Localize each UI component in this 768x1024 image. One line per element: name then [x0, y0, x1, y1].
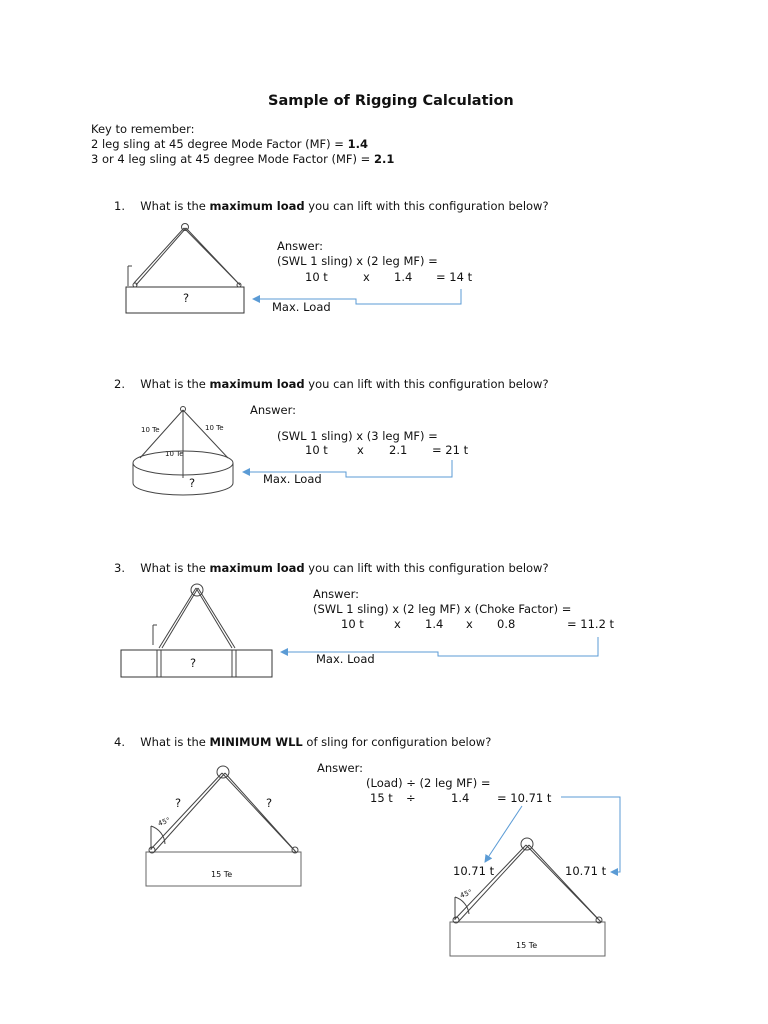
answer-1-formula: (SWL 1 sling) x (2 leg MF) =: [277, 254, 438, 268]
hook-4: [217, 766, 229, 778]
load-1-label: ?: [183, 291, 190, 305]
question-3-bold: maximum load: [209, 561, 305, 575]
sling-4-unknown-left: ?: [175, 796, 182, 810]
answer-1-result: = 14 t: [436, 270, 473, 284]
answer-3-calc-c: 0.8: [497, 617, 516, 631]
answer-4-calc-op: ÷: [406, 791, 416, 805]
load-4-label: 15 Te: [211, 870, 233, 879]
answer-2-result: = 21 t: [432, 443, 469, 457]
hook-4b: [521, 838, 533, 850]
answer-3-calc-op2: x: [466, 617, 473, 631]
arrow-4-left: [485, 806, 522, 862]
sling-2-label-left: 10 Te: [141, 426, 160, 434]
key-line-2-value: 2.1: [373, 152, 395, 166]
key-line-1-value: 1.4: [347, 137, 368, 151]
sling-4-legs: [151, 773, 296, 852]
answer-2-label: Answer:: [250, 403, 297, 417]
answer-4-result: = 10.71 t: [497, 791, 552, 805]
answer-3-result: = 11.2 t: [567, 617, 615, 631]
sling-3-legs: [159, 588, 235, 648]
key-heading: Key to remember:: [91, 122, 195, 136]
result-4-left: 10.71 t: [453, 864, 495, 878]
answer-1-calc-op: x: [363, 270, 370, 284]
answer-2-calc-op: x: [357, 443, 364, 457]
answer-2-formula: (SWL 1 sling) x (3 leg MF) =: [277, 429, 438, 443]
answer-1-calc-a: 10 t: [305, 270, 328, 284]
arrow-2: [243, 460, 452, 477]
diagram-4-right: [450, 838, 605, 956]
question-3-post: you can lift with this configuration below?: [304, 561, 549, 575]
sling-2-label-center: 10 Te: [165, 450, 184, 458]
question-4-pre: What is the: [140, 735, 210, 749]
load-3-label: ?: [190, 656, 197, 670]
answer-3-calc-op1: x: [394, 617, 401, 631]
answer-3-formula: (SWL 1 sling) x (2 leg MF) x (Choke Factor) =: [313, 602, 572, 616]
diagram-3: [121, 584, 272, 677]
arrow-4-right: [561, 797, 620, 872]
question-1-post: you can lift with this configuration below?: [304, 199, 549, 213]
angle-1-marker: [128, 266, 132, 286]
max-load-3-label: Max. Load: [316, 652, 375, 666]
diagram-4-left: [146, 766, 301, 886]
diagram-2: [133, 407, 233, 496]
page-title: Sample of Rigging Calculation: [268, 93, 514, 109]
angle-4-label: 45°: [157, 816, 172, 828]
question-4-bold: MINIMUM WLL: [209, 735, 303, 749]
sling-1-legs: [134, 228, 240, 285]
max-load-1-label: Max. Load: [272, 300, 331, 314]
question-2-bold: maximum load: [209, 377, 305, 391]
answer-1-label: Answer:: [277, 239, 324, 253]
load-4b-label: 15 Te: [516, 941, 538, 950]
arrow-1: [253, 289, 461, 304]
answer-4-calc-a: 15 t: [370, 791, 393, 805]
answer-2-calc-a: 10 t: [305, 443, 328, 457]
sling-2-label-right: 10 Te: [205, 424, 224, 432]
answer-1-calc-b: 1.4: [394, 270, 413, 284]
key-line-2-text: 3 or 4 leg sling at 45 degree Mode Factor (MF) =: [91, 152, 374, 166]
arrow-3: [281, 637, 598, 656]
load-1-box: [126, 287, 244, 313]
answer-4-formula: (Load) ÷ (2 leg MF) =: [366, 776, 491, 790]
question-1-pre: What is the: [140, 199, 210, 213]
choke-3-wraps: [157, 650, 236, 677]
answer-2-calc-b: 2.1: [389, 443, 408, 457]
question-1-number: 1.: [114, 199, 125, 213]
angle-3-marker: [153, 625, 157, 645]
angle-4b-label: 45°: [459, 888, 474, 900]
load-2-label: ?: [189, 476, 196, 490]
question-4-number: 4.: [114, 735, 125, 749]
diagram-1: [126, 224, 244, 314]
answer-4-calc-b: 1.4: [451, 791, 470, 805]
max-load-2-label: Max. Load: [263, 472, 322, 486]
question-1-bold: maximum load: [209, 199, 305, 213]
question-2-number: 2.: [114, 377, 125, 391]
sling-2-legs: [140, 410, 228, 478]
sling-4-unknown-right: ?: [266, 796, 273, 810]
load-4b-box: [450, 922, 605, 956]
answer-3-label: Answer:: [313, 587, 360, 601]
question-3-number: 3.: [114, 561, 125, 575]
question-2-pre: What is the: [140, 377, 210, 391]
question-4-post: of sling for configuration below?: [302, 735, 492, 749]
question-2-post: you can lift with this configuration below?: [304, 377, 549, 391]
result-4-right: 10.71 t: [565, 864, 607, 878]
key-line-1-text: 2 leg sling at 45 degree Mode Factor (MF) =: [91, 137, 348, 151]
load-3-box: [121, 650, 272, 677]
sling-4b-legs: [455, 845, 601, 922]
answer-3-calc-a: 10 t: [341, 617, 364, 631]
answer-4-label: Answer:: [317, 761, 364, 775]
question-3-pre: What is the: [140, 561, 210, 575]
load-4-box: [146, 852, 301, 886]
answer-3-calc-b: 1.4: [425, 617, 444, 631]
